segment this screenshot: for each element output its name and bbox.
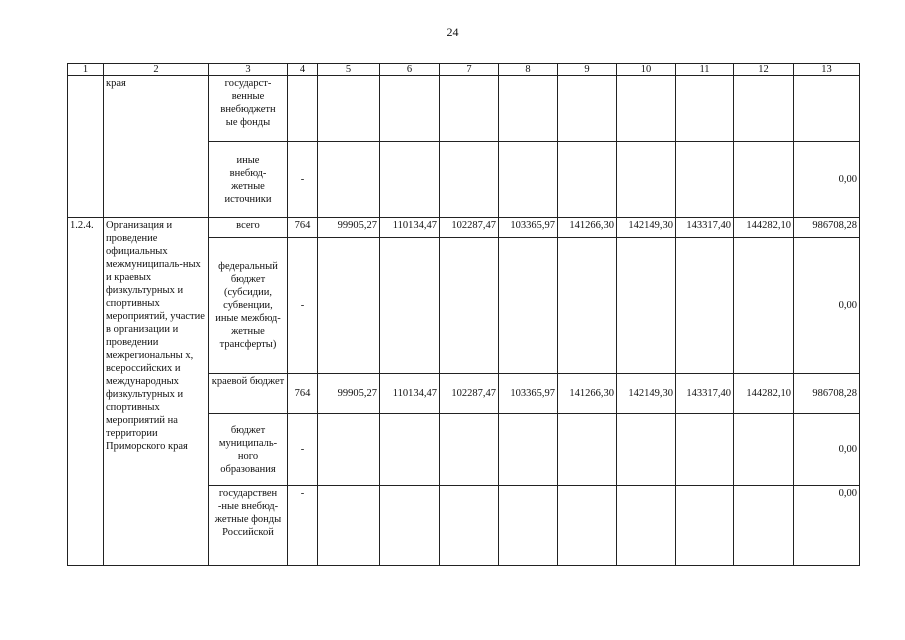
- value-cell: [734, 414, 794, 486]
- value-cell: [676, 414, 734, 486]
- kbk-code-cell: -: [288, 238, 318, 374]
- header-row: [68, 64, 860, 76]
- value-cell: [676, 142, 734, 218]
- funding-source-label: иные внебюд- жетные источники: [224, 154, 272, 205]
- value-cell: [617, 414, 676, 486]
- value-cell: [499, 142, 558, 218]
- value-cell: [318, 142, 380, 218]
- funding-source-cell: [209, 218, 288, 238]
- value-cell: 0,00: [794, 238, 860, 374]
- kbk-code-cell: -: [288, 486, 318, 566]
- column-header-12: 12: [734, 64, 794, 76]
- value-cell: 0,00: [794, 142, 860, 218]
- value-cell: [617, 76, 676, 142]
- column-header-1: 1: [68, 64, 104, 76]
- value-cell: [440, 76, 499, 142]
- value-cell: [318, 76, 380, 142]
- value-cell: [499, 486, 558, 566]
- column-header-3: 3: [209, 64, 288, 76]
- value-cell: 102287,47: [440, 218, 499, 238]
- value-cell: [318, 238, 380, 374]
- value-cell: 142149,30: [617, 218, 676, 238]
- value-cell: [440, 414, 499, 486]
- value-cell: 144282,10: [734, 374, 794, 414]
- funding-source-label: федеральный бюджет (субсидии, субвенции, иные межбюд-жетные трансферты): [215, 261, 281, 350]
- column-header-11: 11: [676, 64, 734, 76]
- column-header-9: 9: [558, 64, 617, 76]
- column-header-6: 6: [380, 64, 440, 76]
- value-cell: 986708,28: [794, 374, 860, 414]
- page-number: 24: [446, 25, 459, 39]
- value-cell: [734, 142, 794, 218]
- funding-source-cell: [209, 238, 288, 374]
- value-cell: [734, 486, 794, 566]
- value-cell: [380, 486, 440, 566]
- value-cell: [380, 142, 440, 218]
- funding-source-label: бюджет муниципаль-ного образования: [218, 424, 278, 475]
- value-cell: 0,00: [794, 486, 860, 566]
- value-cell: [440, 142, 499, 218]
- value-cell: 144282,10: [734, 218, 794, 238]
- value-cell: 141266,30: [558, 218, 617, 238]
- value-cell: [380, 76, 440, 142]
- value-cell: [380, 238, 440, 374]
- item-number-cell: [68, 76, 104, 218]
- funding-source-label: всего: [236, 220, 260, 231]
- kbk-code-cell: -: [288, 414, 318, 486]
- kbk-code-cell: [288, 76, 318, 142]
- column-header-10: 10: [617, 64, 676, 76]
- column-header-7: 7: [440, 64, 499, 76]
- value-cell: [558, 142, 617, 218]
- value-cell: [499, 76, 558, 142]
- value-cell: [617, 238, 676, 374]
- column-header-2: 2: [104, 64, 209, 76]
- item-name-cell: края: [104, 76, 209, 218]
- column-header-4: 4: [288, 64, 318, 76]
- value-cell: 99905,27: [318, 374, 380, 414]
- value-cell: 0,00: [794, 414, 860, 486]
- value-cell: [734, 76, 794, 142]
- value-cell: [676, 76, 734, 142]
- value-cell: 102287,47: [440, 374, 499, 414]
- value-cell: 110134,47: [380, 218, 440, 238]
- value-cell: [440, 486, 499, 566]
- column-header-8: 8: [499, 64, 558, 76]
- value-cell: 142149,30: [617, 374, 676, 414]
- value-cell: [499, 414, 558, 486]
- funding-source-cell: [209, 374, 288, 414]
- value-cell: [318, 414, 380, 486]
- value-cell: [440, 238, 499, 374]
- value-cell: 103365,97: [499, 374, 558, 414]
- value-cell: [794, 76, 860, 142]
- column-header-5: 5: [318, 64, 380, 76]
- value-cell: [617, 486, 676, 566]
- table-row: [68, 76, 860, 142]
- funding-source-cell: [209, 142, 288, 218]
- budget-table: [67, 63, 860, 566]
- value-cell: 99905,27: [318, 218, 380, 238]
- funding-source-label: государствен -ные внебюд-жетные фонды Российской: [214, 488, 282, 538]
- item-number-cell: 1.2.4.: [68, 218, 104, 566]
- funding-source-cell: [209, 486, 288, 566]
- column-header-13: 13: [794, 64, 860, 76]
- value-cell: [676, 486, 734, 566]
- value-cell: [734, 238, 794, 374]
- funding-source-label: государст- венные внебюджетн ые фонды: [220, 78, 276, 128]
- value-cell: [318, 486, 380, 566]
- kbk-code-cell: 764: [288, 374, 318, 414]
- kbk-code-cell: 764: [288, 218, 318, 238]
- value-cell: [558, 414, 617, 486]
- value-cell: 986708,28: [794, 218, 860, 238]
- funding-source-label: краевой бюджет: [211, 376, 285, 387]
- funding-source-cell: [209, 76, 288, 142]
- value-cell: [499, 238, 558, 374]
- value-cell: 143317,40: [676, 218, 734, 238]
- value-cell: [380, 414, 440, 486]
- value-cell: [558, 238, 617, 374]
- item-name-cell: Организация и проведение официальных межмуниципаль-ных и краевых физкультурных и спортивных мероприятий, участие в организации и проведении межрегиональны х, всероссийских и международных физкультурных и спортивных мероприятий на территории Приморского края: [104, 218, 209, 566]
- value-cell: 143317,40: [676, 374, 734, 414]
- value-cell: [558, 486, 617, 566]
- table-row: [68, 218, 860, 238]
- value-cell: 103365,97: [499, 218, 558, 238]
- value-cell: [676, 238, 734, 374]
- funding-source-cell: [209, 414, 288, 486]
- value-cell: [558, 76, 617, 142]
- kbk-code-cell: -: [288, 142, 318, 218]
- value-cell: [617, 142, 676, 218]
- value-cell: 141266,30: [558, 374, 617, 414]
- value-cell: 110134,47: [380, 374, 440, 414]
